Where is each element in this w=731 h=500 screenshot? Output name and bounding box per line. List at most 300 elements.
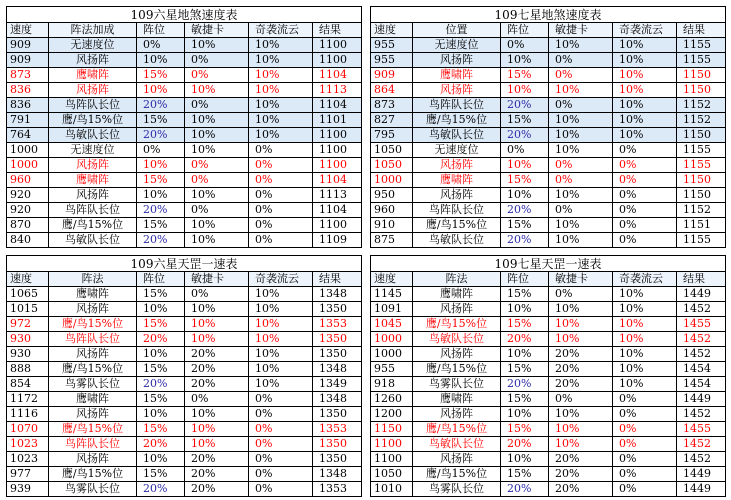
table-cell: 鹰/鸟15%位 xyxy=(413,317,501,332)
table-cell: 风扬阵 xyxy=(49,407,137,422)
table-cell: 风扬阵 xyxy=(413,53,501,68)
table-cell: 930 xyxy=(7,347,49,362)
table-row xyxy=(371,482,726,497)
speed-table-seven-star-disha xyxy=(370,6,726,248)
table-cell: 风扬阵 xyxy=(49,158,137,173)
table-cell: 鸟敏队长位 xyxy=(49,128,137,143)
column-header: 阵位 xyxy=(501,272,549,287)
column-header: 速度 xyxy=(7,23,49,38)
table-cell: 0% xyxy=(613,392,677,407)
table-row xyxy=(371,467,726,482)
table-cell: 920 xyxy=(7,203,49,218)
table-cell: 10% xyxy=(249,302,313,317)
table-cell: 鸟阵队长位 xyxy=(49,437,137,452)
table-cell: 10% xyxy=(249,362,313,377)
column-header: 敏捷卡 xyxy=(549,23,613,38)
table-cell: 909 xyxy=(7,53,49,68)
column-header: 奇袭流云 xyxy=(249,23,313,38)
column-header: 速度 xyxy=(371,23,413,38)
table-cell: 风扬阵 xyxy=(49,452,137,467)
table-cell: 10% xyxy=(549,143,613,158)
table-cell: 鹰/鸟15%位 xyxy=(413,422,501,437)
table-row xyxy=(371,143,726,158)
table-cell: 0% xyxy=(249,188,313,203)
column-header: 结果 xyxy=(677,272,726,287)
table-cell: 1109 xyxy=(313,233,362,248)
table-cell: 鸟敏队长位 xyxy=(413,128,501,143)
table-cell: 1449 xyxy=(677,482,726,497)
speed-table-seven-star-tiangang xyxy=(370,255,726,497)
table-cell: 鹰啸阵 xyxy=(413,68,501,83)
table-cell: 1152 xyxy=(677,203,726,218)
table-cell: 鸟雾队长位 xyxy=(413,377,501,392)
table-cell: 10% xyxy=(501,452,549,467)
table-cell: 10% xyxy=(185,38,249,53)
table-cell: 鸟雾队长位 xyxy=(49,482,137,497)
table-cell: 1200 xyxy=(371,407,413,422)
table-row xyxy=(7,287,362,302)
table-cell: 鹰啸阵 xyxy=(413,392,501,407)
table-cell: 15% xyxy=(501,422,549,437)
table-cell: 20% xyxy=(501,332,549,347)
table-cell: 960 xyxy=(7,173,49,188)
table-row xyxy=(371,437,726,452)
table-cell: 15% xyxy=(501,317,549,332)
table-cell: 0% xyxy=(185,68,249,83)
table-cell: 风扬阵 xyxy=(413,158,501,173)
table-cell: 10% xyxy=(613,347,677,362)
table-cell: 20% xyxy=(549,482,613,497)
table-row xyxy=(371,452,726,467)
table-row xyxy=(7,422,362,437)
table-cell: 10% xyxy=(249,68,313,83)
table-cell: 10% xyxy=(613,128,677,143)
table-cell: 1145 xyxy=(371,287,413,302)
table-row xyxy=(7,362,362,377)
table-cell: 0% xyxy=(249,143,313,158)
table-cell: 1100 xyxy=(313,53,362,68)
table-cell: 1050 xyxy=(371,158,413,173)
table-cell: 鹰啸阵 xyxy=(49,287,137,302)
table-cell: 10% xyxy=(501,302,549,317)
table-cell: 0% xyxy=(185,98,249,113)
table-cell: 10% xyxy=(185,143,249,158)
table-row xyxy=(371,377,726,392)
table-cell: 10% xyxy=(613,83,677,98)
table-cell: 鸟敏队长位 xyxy=(49,233,137,248)
table-cell: 10% xyxy=(613,113,677,128)
table-cell: 无速度位 xyxy=(49,38,137,53)
table-cell: 1454 xyxy=(677,362,726,377)
column-header: 阵位 xyxy=(137,23,185,38)
table-cell: 15% xyxy=(501,68,549,83)
table-cell: 1000 xyxy=(7,158,49,173)
table-title: 109七星地煞速度表 xyxy=(371,7,726,23)
table-cell: 0% xyxy=(185,53,249,68)
table-row xyxy=(7,332,362,347)
table-cell: 10% xyxy=(249,98,313,113)
table-cell: 10% xyxy=(185,113,249,128)
table-cell: 10% xyxy=(613,53,677,68)
table-cell: 鹰啸阵 xyxy=(413,287,501,302)
table-cell: 1452 xyxy=(677,452,726,467)
table-cell: 1113 xyxy=(313,188,362,203)
table-row xyxy=(371,158,726,173)
table-cell: 15% xyxy=(501,113,549,128)
table-row xyxy=(371,332,726,347)
table-cell: 10% xyxy=(613,287,677,302)
table-cell: 1100 xyxy=(313,143,362,158)
table-cell: 鹰/鸟15%位 xyxy=(49,467,137,482)
table-cell: 10% xyxy=(501,347,549,362)
table-cell: 1452 xyxy=(677,302,726,317)
table-cell: 15% xyxy=(137,173,185,188)
table-cell: 0% xyxy=(549,203,613,218)
table-row xyxy=(7,467,362,482)
table-cell: 0% xyxy=(249,392,313,407)
table-cell: 鹰/鸟15%位 xyxy=(49,362,137,377)
table-cell: 0% xyxy=(249,482,313,497)
table-cell: 0% xyxy=(249,437,313,452)
table-cell: 无速度位 xyxy=(49,143,137,158)
table-cell: 1000 xyxy=(371,347,413,362)
table-cell: 0% xyxy=(549,392,613,407)
table-cell: 0% xyxy=(249,233,313,248)
table-cell: 15% xyxy=(501,218,549,233)
speed-table-six-star-disha xyxy=(6,6,362,248)
table-row xyxy=(371,38,726,53)
table-cell: 10% xyxy=(137,188,185,203)
table-cell: 972 xyxy=(7,317,49,332)
table-cell: 1150 xyxy=(677,68,726,83)
table-row xyxy=(7,188,362,203)
table-row xyxy=(7,452,362,467)
column-header: 奇袭流云 xyxy=(249,272,313,287)
table-row xyxy=(371,53,726,68)
table-cell: 888 xyxy=(7,362,49,377)
table-cell: 10% xyxy=(137,452,185,467)
table-cell: 风扬阵 xyxy=(413,407,501,422)
table-row xyxy=(7,392,362,407)
column-header: 敏捷卡 xyxy=(185,23,249,38)
table-cell: 10% xyxy=(613,98,677,113)
table-cell: 0% xyxy=(185,287,249,302)
table-cell: 鸟阵队长位 xyxy=(49,203,137,218)
table-cell: 20% xyxy=(137,203,185,218)
table-row xyxy=(371,83,726,98)
table-cell: 无速度位 xyxy=(413,38,501,53)
table-cell: 20% xyxy=(137,437,185,452)
table-cell: 0% xyxy=(613,452,677,467)
table-row xyxy=(371,173,726,188)
table-cell: 10% xyxy=(501,407,549,422)
table-cell: 0% xyxy=(185,158,249,173)
table-cell: 风扬阵 xyxy=(413,452,501,467)
table-cell: 10% xyxy=(549,317,613,332)
table-row xyxy=(371,347,726,362)
table-cell: 854 xyxy=(7,377,49,392)
table-cell: 10% xyxy=(549,233,613,248)
table-row xyxy=(7,98,362,113)
table-cell: 鹰/鸟15%位 xyxy=(49,113,137,128)
table-cell: 909 xyxy=(7,38,49,53)
table-cell: 795 xyxy=(371,128,413,143)
table-cell: 10% xyxy=(613,332,677,347)
table-cell: 0% xyxy=(613,467,677,482)
table-cell: 1150 xyxy=(677,188,726,203)
table-cell: 10% xyxy=(549,218,613,233)
table-cell: 10% xyxy=(549,128,613,143)
table-row xyxy=(371,128,726,143)
table-cell: 1023 xyxy=(7,452,49,467)
table-cell: 918 xyxy=(371,377,413,392)
table-cell: 10% xyxy=(249,38,313,53)
table-cell: 鹰啸阵 xyxy=(49,68,137,83)
table-cell: 鸟敏队长位 xyxy=(413,437,501,452)
table-cell: 风扬阵 xyxy=(49,83,137,98)
table-cell: 鹰/鸟15%位 xyxy=(413,218,501,233)
column-header: 结果 xyxy=(313,23,362,38)
table-cell: 1100 xyxy=(313,158,362,173)
table-cell: 0% xyxy=(501,38,549,53)
table-cell: 0% xyxy=(549,68,613,83)
table-row xyxy=(371,287,726,302)
table-cell: 1348 xyxy=(313,362,362,377)
table-cell: 1452 xyxy=(677,332,726,347)
table-cell: 10% xyxy=(249,83,313,98)
table-cell: 0% xyxy=(613,422,677,437)
table-cell: 1172 xyxy=(7,392,49,407)
table-row xyxy=(7,233,362,248)
table-cell: 鹰啸阵 xyxy=(413,173,501,188)
table-cell: 10% xyxy=(185,332,249,347)
table-cell: 15% xyxy=(501,173,549,188)
table-cell: 10% xyxy=(185,128,249,143)
table-row xyxy=(371,317,726,332)
table-cell: 1150 xyxy=(371,422,413,437)
table-row xyxy=(7,128,362,143)
table-cell: 955 xyxy=(371,38,413,53)
table-cell: 10% xyxy=(613,302,677,317)
table-row xyxy=(371,188,726,203)
table-header-row xyxy=(7,272,362,287)
table-cell: 10% xyxy=(613,377,677,392)
table-cell: 20% xyxy=(137,98,185,113)
column-header: 敏捷卡 xyxy=(185,272,249,287)
table-row xyxy=(371,407,726,422)
table-cell: 1350 xyxy=(313,302,362,317)
table-cell: 10% xyxy=(137,347,185,362)
speed-table-six-star-tiangang xyxy=(6,255,362,497)
column-header: 阵位 xyxy=(137,272,185,287)
table-cell: 909 xyxy=(371,68,413,83)
table-cell: 1050 xyxy=(371,143,413,158)
table-cell: 1452 xyxy=(677,407,726,422)
table-cell: 20% xyxy=(549,362,613,377)
table-cell: 鹰/鸟15%位 xyxy=(413,467,501,482)
column-header: 位置 xyxy=(413,23,501,38)
table-cell: 鸟敏队长位 xyxy=(413,233,501,248)
table-cell: 1155 xyxy=(677,143,726,158)
table-cell: 0% xyxy=(185,173,249,188)
table-cell: 15% xyxy=(137,392,185,407)
column-header: 阵法加成 xyxy=(49,23,137,38)
table-cell: 20% xyxy=(185,377,249,392)
table-cell: 1348 xyxy=(313,287,362,302)
table-row xyxy=(371,392,726,407)
table-cell: 1350 xyxy=(313,332,362,347)
table-cell: 1113 xyxy=(313,83,362,98)
table-cell: 10% xyxy=(249,53,313,68)
table-cell: 0% xyxy=(613,233,677,248)
table-title: 109六星地煞速度表 xyxy=(7,7,362,23)
table-cell: 1104 xyxy=(313,68,362,83)
table-cell: 1349 xyxy=(313,377,362,392)
table-cell: 1101 xyxy=(313,113,362,128)
table-cell: 鹰/鸟15%位 xyxy=(413,113,501,128)
table-cell: 15% xyxy=(137,287,185,302)
table-cell: 10% xyxy=(549,113,613,128)
table-cell: 864 xyxy=(371,83,413,98)
table-cell: 1454 xyxy=(677,377,726,392)
table-cell: 鹰啸阵 xyxy=(49,392,137,407)
table-cell: 10% xyxy=(549,407,613,422)
table-cell: 0% xyxy=(249,203,313,218)
table-cell: 1000 xyxy=(7,143,49,158)
table-cell: 风扬阵 xyxy=(49,302,137,317)
table-cell: 1045 xyxy=(371,317,413,332)
table-title-row xyxy=(371,7,726,23)
table-cell: 0% xyxy=(549,287,613,302)
column-header: 阵法 xyxy=(413,272,501,287)
table-cell: 0% xyxy=(613,158,677,173)
table-cell: 风扬阵 xyxy=(413,302,501,317)
table-cell: 1151 xyxy=(677,218,726,233)
table-row xyxy=(371,113,726,128)
table-row xyxy=(371,218,726,233)
table-title-row xyxy=(371,256,726,272)
table-cell: 10% xyxy=(249,113,313,128)
table-cell: 鸟敏队长位 xyxy=(413,332,501,347)
table-cell: 10% xyxy=(249,377,313,392)
table-cell: 15% xyxy=(501,467,549,482)
table-cell: 1000 xyxy=(371,332,413,347)
table-row xyxy=(7,83,362,98)
table-cell: 0% xyxy=(137,38,185,53)
table-cell: 1350 xyxy=(313,437,362,452)
table-cell: 鸟阵队长位 xyxy=(413,203,501,218)
table-cell: 10% xyxy=(501,188,549,203)
table-cell: 0% xyxy=(613,407,677,422)
table-cell: 0% xyxy=(613,143,677,158)
table-cell: 20% xyxy=(549,347,613,362)
table-cell: 1104 xyxy=(313,98,362,113)
table-row xyxy=(371,362,726,377)
table-row xyxy=(7,158,362,173)
table-cell: 风扬阵 xyxy=(49,53,137,68)
table-cell: 1260 xyxy=(371,392,413,407)
table-row xyxy=(7,407,362,422)
table-row xyxy=(7,68,362,83)
table-header-row xyxy=(7,23,362,38)
table-cell: 1152 xyxy=(677,113,726,128)
column-header: 结果 xyxy=(313,272,362,287)
table-cell: 无速度位 xyxy=(413,143,501,158)
table-cell: 0% xyxy=(549,158,613,173)
table-cell: 风扬阵 xyxy=(49,188,137,203)
table-cell: 1449 xyxy=(677,392,726,407)
table-row xyxy=(7,437,362,452)
table-cell: 10% xyxy=(549,332,613,347)
table-cell: 鹰/鸟15%位 xyxy=(413,362,501,377)
table-cell: 0% xyxy=(613,173,677,188)
table-cell: 1455 xyxy=(677,422,726,437)
table-cell: 10% xyxy=(185,302,249,317)
table-cell: 0% xyxy=(613,437,677,452)
table-cell: 1449 xyxy=(677,467,726,482)
table-cell: 1348 xyxy=(313,467,362,482)
table-cell: 10% xyxy=(249,128,313,143)
table-title: 109六星天罡一速表 xyxy=(7,256,362,272)
table-cell: 10% xyxy=(137,83,185,98)
table-cell: 10% xyxy=(185,83,249,98)
table-cell: 10% xyxy=(185,407,249,422)
table-cell: 10% xyxy=(549,302,613,317)
table-cell: 20% xyxy=(185,467,249,482)
table-cell: 873 xyxy=(371,98,413,113)
table-row xyxy=(7,53,362,68)
table-cell: 1100 xyxy=(313,128,362,143)
table-cell: 0% xyxy=(249,173,313,188)
table-cell: 10% xyxy=(249,332,313,347)
table-cell: 764 xyxy=(7,128,49,143)
table-cell: 836 xyxy=(7,98,49,113)
table-cell: 10% xyxy=(185,218,249,233)
table-cell: 10% xyxy=(549,422,613,437)
table-cell: 1449 xyxy=(677,287,726,302)
table-cell: 0% xyxy=(613,218,677,233)
table-cell: 10% xyxy=(185,422,249,437)
table-cell: 910 xyxy=(371,218,413,233)
table-cell: 20% xyxy=(501,437,549,452)
table-cell: 10% xyxy=(549,38,613,53)
table-cell: 1050 xyxy=(371,467,413,482)
table-cell: 10% xyxy=(249,317,313,332)
table-row xyxy=(371,68,726,83)
table-cell: 20% xyxy=(185,452,249,467)
table-cell: 20% xyxy=(137,233,185,248)
table-cell: 10% xyxy=(549,437,613,452)
table-cell: 10% xyxy=(613,317,677,332)
table-cell: 0% xyxy=(185,392,249,407)
table-cell: 870 xyxy=(7,218,49,233)
table-cell: 10% xyxy=(185,317,249,332)
table-cell: 10% xyxy=(501,53,549,68)
column-header: 阵位 xyxy=(501,23,549,38)
table-cell: 鸟雾队长位 xyxy=(413,482,501,497)
table-title-row xyxy=(7,7,362,23)
table-row xyxy=(371,302,726,317)
table-cell: 1455 xyxy=(677,317,726,332)
table-cell: 鹰/鸟15%位 xyxy=(49,218,137,233)
table-header-row xyxy=(371,272,726,287)
table-cell: 15% xyxy=(137,467,185,482)
table-cell: 1065 xyxy=(7,287,49,302)
column-header: 奇袭流云 xyxy=(613,272,677,287)
table-cell: 0% xyxy=(249,422,313,437)
table-cell: 1155 xyxy=(677,53,726,68)
table-cell: 1150 xyxy=(677,128,726,143)
